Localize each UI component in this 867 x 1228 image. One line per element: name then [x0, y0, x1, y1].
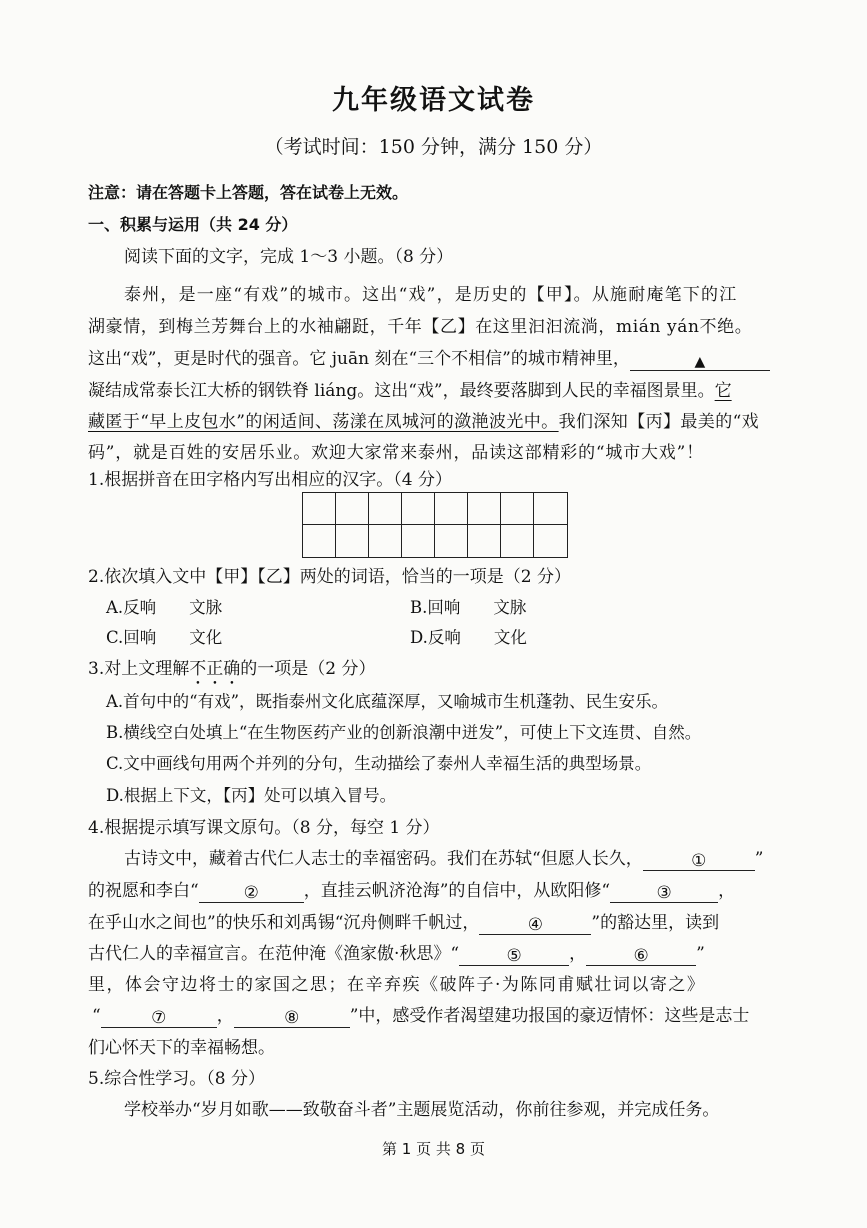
- passage-text: 这出“戏”，更是时代的强音。它 juān 刻在“三个不相信”的城市精神里，: [88, 349, 630, 369]
- question-3: [88, 657, 375, 689]
- answer-blank-triangle: [630, 350, 770, 371]
- blank-7: ⑦: [101, 1007, 217, 1028]
- q4-text: 在乎山水之间也”的快乐和刘禹锡“沉舟侧畔千帆过，: [88, 913, 480, 933]
- q3-option-a: A.首句中的“有戏”，既指泰州文化底蕴深厚，又喻城市生机蓬勃、民生安乐。: [106, 692, 669, 711]
- q4-text: ，直挂云帆济沧海”的自信中，从欧阳修“: [303, 881, 611, 901]
- q4-text: 古代仁人的幸福宣言。在范仲淹《渔家傲·秋思》“: [88, 944, 460, 964]
- notice: 注意：请在答题卡上答题，答在试卷上无效。: [88, 183, 409, 202]
- reading-intro: 阅读下面的文字，完成 1～3 小题。（8 分）: [124, 247, 454, 267]
- blank-2: ②: [199, 882, 304, 903]
- q3-option-b: B.横线空白处填上“在生物医药产业的创新浪潮中迸发”，可使上下文连贯、自然。: [106, 723, 702, 742]
- q4-text: ，: [569, 944, 587, 964]
- grid-cell: [501, 493, 534, 525]
- passage-line: 湖豪情，到梅兰芳舞台上的水袖翩跹，千年【乙】在这里汩汩流淌，mián yán不绝。: [88, 317, 753, 337]
- question-4: 4.根据提示填写课文原句。（8 分，每空 1 分）: [88, 818, 440, 838]
- grid-cell: [336, 525, 369, 557]
- underlined-sentence: 它: [714, 381, 732, 401]
- q5-text: 学校举办“岁月如歌——致敬奋斗者”主题展览活动，你前往参观，并完成任务。: [124, 1100, 720, 1120]
- grid-cell: [534, 525, 567, 557]
- triangle-icon: ▲: [694, 354, 706, 370]
- grid-cell: [303, 525, 336, 557]
- q4-line: [88, 911, 719, 935]
- q4-line: 里，体会守边将士的家国之思；在辛弃疾《破阵子·为陈同甫赋壮词以寄之》: [88, 975, 706, 995]
- blank-1: ①: [643, 850, 755, 871]
- grid-cell: [336, 493, 369, 525]
- section-heading: 一、积累与运用（共 24 分）: [88, 215, 298, 234]
- q4-line: [88, 942, 705, 966]
- passage-line: [88, 410, 759, 434]
- q4-text: “: [92, 1006, 101, 1026]
- q2-option-c: C.回响 文化: [106, 628, 223, 647]
- passage-line: 码”，就是百姓的安居乐业。欢迎大家常来泰州，品读这部精彩的“城市大戏”！: [88, 443, 704, 463]
- q3-text: 的一项是（2 分）: [240, 659, 376, 679]
- q4-text: ”的豁达里，读到: [591, 913, 720, 933]
- q3-option-d: D.根据上下文，【丙】处可以填入冒号。: [106, 786, 397, 805]
- character-grid: [302, 492, 568, 558]
- q4-text: ，: [216, 1006, 234, 1026]
- grid-cell: [534, 493, 567, 525]
- exam-subtitle: （考试时间：150 分钟，满分 150 分）: [264, 136, 603, 158]
- q4-line: 们心怀天下的幸福畅想。: [88, 1038, 275, 1058]
- grid-cell: [435, 493, 468, 525]
- question-2: 2.依次填入文中【甲】【乙】两处的词语，恰当的一项是（2 分）: [88, 567, 571, 587]
- passage-line: [88, 379, 732, 403]
- grid-cell: [369, 493, 402, 525]
- grid-cell: [501, 525, 534, 557]
- grid-cell: [402, 525, 435, 557]
- grid-cell: [468, 493, 501, 525]
- question-5: 5.综合性学习。（8 分）: [88, 1069, 265, 1089]
- q3-text: 3.对上文理解: [88, 659, 190, 679]
- q4-text: 的祝愿和李白“: [88, 881, 199, 901]
- q4-text: ”: [754, 849, 764, 869]
- emphasis-mark: 不正确: [189, 659, 241, 679]
- blank-3: ③: [610, 882, 718, 903]
- grid-cell: [468, 525, 501, 557]
- q4-line: [88, 879, 735, 903]
- grid-cell: [369, 525, 402, 557]
- q4-text: ，: [718, 881, 736, 901]
- q4-text: ”中，感受作者渴望建功报国的豪迈情怀：这些是志士: [349, 1006, 750, 1026]
- passage-text: 我们深知【丙】最美的“戏: [558, 412, 760, 432]
- q3-option-c: C.文中画线句用两个并列的分句，生动描绘了泰州人幸福生活的典型场景。: [106, 754, 652, 773]
- passage-text: 凝结成常泰长江大桥的钢铁脊 liáng。这出“戏”，最终要落脚到人民的幸福图景里。: [88, 381, 715, 401]
- q4-line: [92, 1004, 749, 1028]
- grid-cell: [435, 525, 468, 557]
- blank-5: ⑤: [459, 945, 569, 966]
- q2-option-d: D.反响 文化: [410, 628, 527, 647]
- blank-4: ④: [479, 914, 591, 935]
- passage-line: [88, 347, 770, 371]
- q4-text: 古诗文中，藏着古代仁人志士的幸福密码。我们在苏轼“但愿人长久，: [124, 849, 643, 869]
- grid-cell: [303, 493, 336, 525]
- blank-6: ⑥: [586, 945, 696, 966]
- underlined-sentence: 藏匿于“早上皮包水”的闲适间、荡漾在凤城河的潋滟波光中。: [88, 412, 559, 432]
- exam-title: 九年级语文试卷: [332, 85, 535, 116]
- question-1: 1.根据拼音在田字格内写出相应的汉字。（4 分）: [88, 470, 452, 490]
- passage-line: 泰州，是一座“有戏”的城市。这出“戏”，是历史的【甲】。从施耐庵笔下的江: [124, 285, 738, 305]
- q2-option-b: B.回响 文脉: [410, 598, 527, 617]
- q4-text: ”: [696, 944, 705, 964]
- page-number: 第 1 页 共 8 页: [382, 1140, 485, 1158]
- q2-option-a: A.反响 文脉: [106, 598, 223, 617]
- q4-line: [124, 847, 763, 871]
- blank-8: ⑧: [234, 1007, 350, 1028]
- grid-cell: [402, 493, 435, 525]
